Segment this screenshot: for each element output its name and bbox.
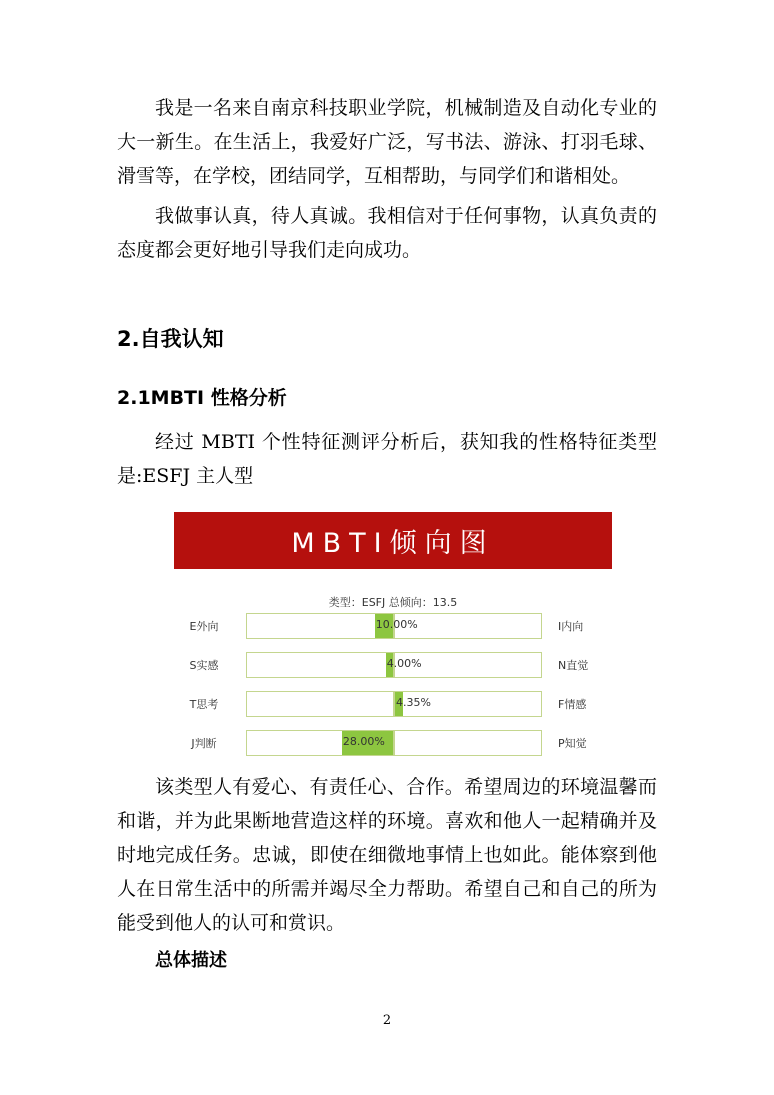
mbti-banner-title: MBTI倾向图: [174, 512, 612, 569]
mbti-left-box: [246, 613, 394, 639]
mbti-left-box: [246, 691, 394, 717]
mbti-left-label: T思考: [189, 698, 219, 711]
mbti-right-label: P知觉: [558, 737, 587, 750]
overall-description-label: 总体描述: [155, 950, 227, 971]
mbti-result-paragraph: 经过 MBTI 个性特征测评分析后，获知我的性格特征类型是:ESFJ 主人型: [117, 431, 657, 487]
intro-paragraph-2: 我做事认真，待人真诚。我相信对于任何事物，认真负责的态度都会更好地引导我们走向成功。: [117, 205, 657, 261]
mbti-summary: 类型：ESFJ 总倾向：13.5: [328, 596, 458, 609]
mbti-left-box: [246, 652, 394, 678]
mbti-row: [174, 730, 612, 756]
mbti-left-label: E外向: [189, 620, 219, 633]
mbti-bar-value: 28.00%: [342, 735, 385, 748]
mbti-row: [174, 652, 612, 678]
section-heading-self-cognition: 2.自我认知: [117, 327, 224, 351]
mbti-bar-value: 10.00%: [375, 618, 418, 631]
subsection-heading-mbti: 2.1MBTI 性格分析: [117, 387, 287, 409]
mbti-right-label: F情感: [558, 698, 587, 711]
mbti-bar-value: 4.35%: [396, 696, 431, 709]
mbti-bar-value: 4.00%: [386, 657, 422, 670]
type-description-paragraph: 该类型人有爱心、有责任心、合作。希望周边的环境温馨而和谐，并为此果断地营造这样的环境。喜欢和他人一起精确并及时地完成任务。忠诚，即使在细微地事情上也如此。能体察到他人在日常生活中的所需并竭尽全力帮助。希望自己和自己的所为能受到他人的认可和赏识。: [117, 776, 657, 934]
mbti-row: [174, 691, 612, 717]
mbti-right-box: [394, 730, 542, 756]
page-number: 2: [382, 1013, 392, 1028]
mbti-left-label: S实感: [189, 659, 219, 672]
mbti-right-label: I内向: [558, 620, 584, 633]
mbti-left-label: J判断: [191, 737, 217, 750]
mbti-tendency-chart: [174, 512, 612, 762]
mbti-row: [174, 613, 612, 639]
intro-paragraph-1: 我是一名来自南京科技职业学院，机械制造及自动化专业的大一新生。在生活上，我爱好广泛，写书法、游泳、打羽毛球、滑雪等，在学校，团结同学，互相帮助，与同学们和谐相处。: [117, 97, 657, 187]
mbti-right-label: N直觉: [558, 659, 589, 672]
